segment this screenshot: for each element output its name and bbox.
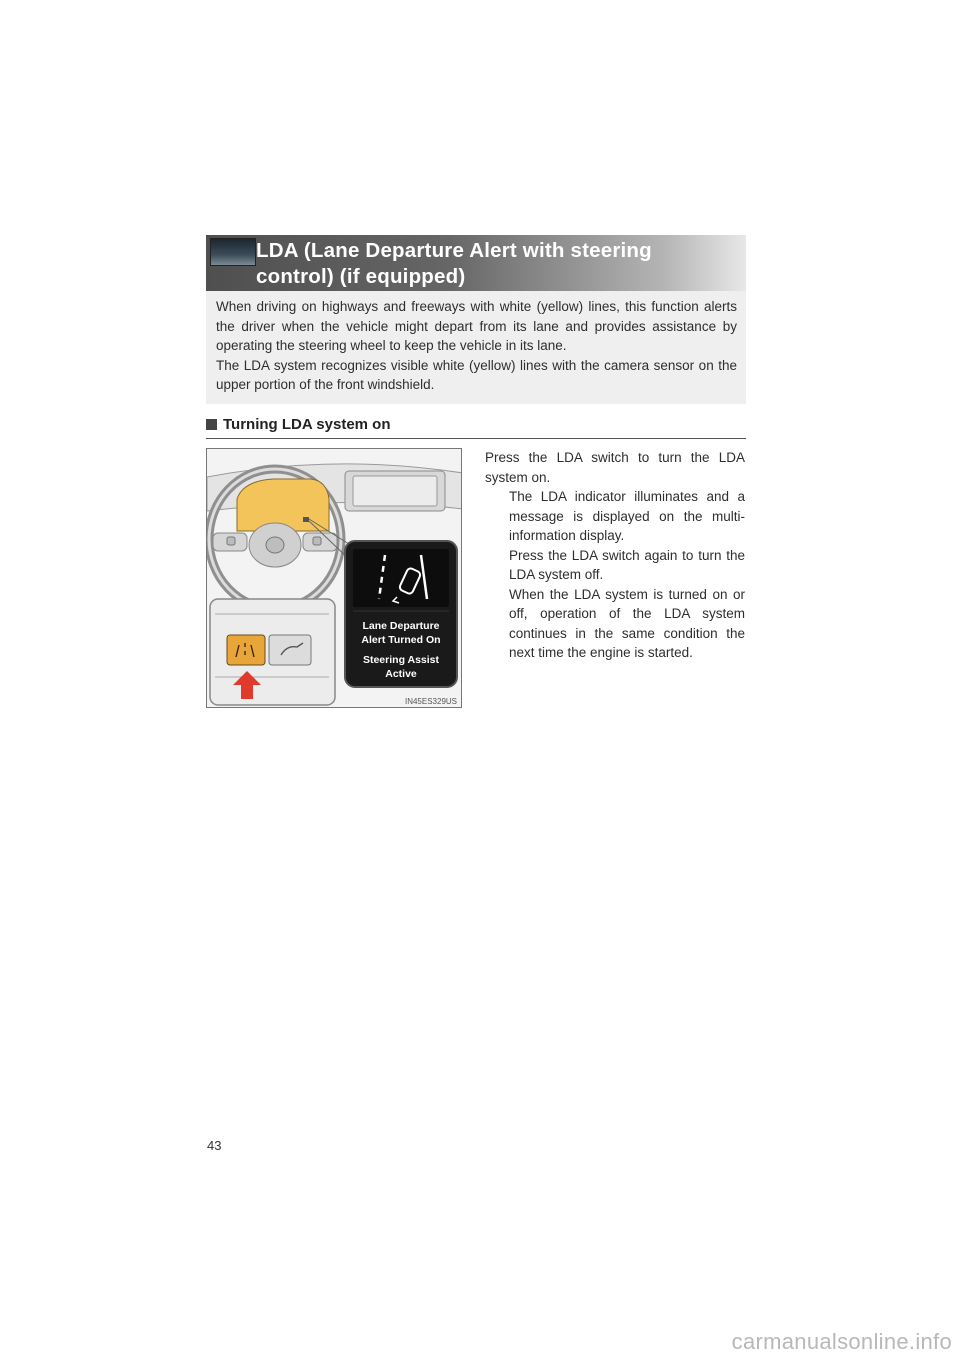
illustration-code: IN45ES329US	[404, 697, 457, 706]
square-bullet-icon	[206, 419, 217, 430]
dashboard-drawing	[207, 449, 462, 708]
subsection-title: Turning LDA system on	[223, 416, 391, 433]
lda-switch	[227, 635, 265, 665]
display-message-line: Lane Departure	[362, 620, 440, 632]
display-message-line: Active	[385, 668, 417, 680]
intro-paragraph: When driving on highways and freeways with white (yellow) lines, this function alerts the driver when the vehicle might depart from its lane and provides assistance by operating the steering wheel to keep the vehicle in its lane.	[216, 299, 737, 353]
instruction-note: Press the LDA switch again to turn the LDA system off.	[509, 547, 745, 582]
display-message-line: Steering Assist	[362, 654, 440, 666]
intro-paragraph: The LDA system recognizes visible white (yellow) lines with the camera sensor on the upper portion of the front windshield.	[216, 357, 737, 392]
instruction-note: When the LDA system is turned on or off, operation of the LDA system continues in the same condition the next time the engine is started.	[509, 586, 745, 660]
display-message-line: Alert Turned On	[361, 634, 441, 646]
intro-box	[206, 291, 746, 404]
section-title: LDA (Lane Departure Alert with steering control) (if equipped)	[256, 239, 652, 288]
instruction-step: Press the LDA switch to turn the LDA system on.	[485, 450, 745, 485]
page-number: 43	[207, 1138, 222, 1153]
instruction-note: The LDA indicator illuminates and a message is displayed on the multi-information display.	[509, 489, 745, 543]
instruction-text	[485, 448, 745, 663]
subsection-heading	[206, 416, 746, 439]
watermark: carmanualsonline.info	[731, 1329, 952, 1354]
intro-text	[216, 297, 737, 395]
dashboard-illustration	[206, 448, 462, 708]
section-thumbnail	[210, 238, 256, 266]
section-header	[206, 235, 746, 291]
